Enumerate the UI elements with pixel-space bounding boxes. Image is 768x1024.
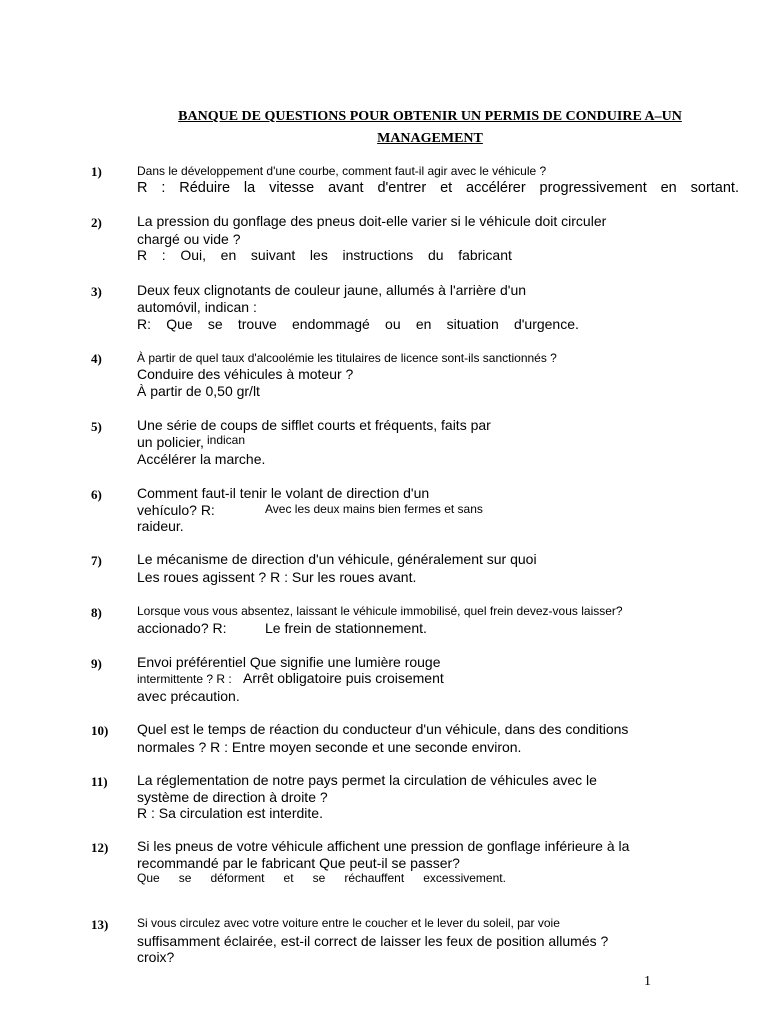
question-text: Une série de coups de sifflet courts et fréquents, faits par [137, 417, 491, 433]
word: les [309, 247, 328, 263]
word: déforment [210, 871, 265, 885]
question-number: 2) [91, 215, 102, 230]
question-text: Envoi préférentiel Que signifie une lumière rouge [137, 654, 441, 670]
question-text: système de direction à droite ? [137, 789, 328, 805]
word: se [178, 871, 192, 885]
answer-text [137, 247, 512, 264]
question-text: suffisamment éclairée, est-il correct de laisser les feux de position allumés ? [137, 933, 609, 949]
question-number: 11) [91, 774, 108, 789]
question-number: 7) [91, 553, 102, 568]
question-number: 5) [91, 419, 102, 434]
answer-text: Avec les deux mains bien fermes et sans [265, 502, 483, 516]
word: : [161, 180, 166, 196]
question-text-fragment: indican [207, 433, 246, 447]
question-number: 4) [91, 351, 102, 366]
word: Oui, [180, 247, 207, 263]
question-number: 3) [91, 284, 102, 299]
question-number: 8) [91, 605, 102, 620]
word: la [243, 180, 256, 196]
question-text: vehículo? R: [137, 502, 215, 518]
question-number: 9) [91, 656, 102, 671]
answer-text: À partir de 0,50 gr/lt [137, 383, 260, 399]
document-title-line-1: BANQUE DE QUESTIONS POUR OBTENIR UN PERMIS DE CONDUIRE A–UN [178, 109, 682, 124]
question-text: un policier, [137, 434, 204, 450]
word: situation [446, 316, 499, 332]
question-text: Quel est le temps de réaction du conducteur d'un véhicule, dans des conditions [137, 721, 629, 737]
word: Que [137, 871, 160, 885]
answer-text [137, 316, 579, 333]
question-text: La pression du gonflage des pneus doit-elle varier si le véhicule doit circuler [137, 213, 607, 229]
answer-text: R : Sa circulation est interdite. [137, 805, 323, 821]
word: du [427, 247, 444, 263]
question-number: 10) [91, 723, 109, 738]
question-text: recommandé par le fabricant Que peut-il se passer? [137, 855, 460, 871]
answer-text: avec précaution. [137, 688, 240, 704]
question-text: À partir de quel taux d'alcoolémie les titulaires de licence sont-ils sanctionnés ? [137, 351, 557, 365]
question-text: La réglementation de notre pays permet la circulation de véhicules avec le [137, 772, 597, 788]
question-text: Conduire des véhicules à moteur ? [137, 366, 354, 382]
word: en [660, 180, 677, 196]
question-text: accionado? R: [137, 620, 227, 636]
word: en [220, 247, 237, 263]
question-number: 1) [91, 164, 102, 179]
answer-text: normales ? R : Entre moyen seconde et une seconde environ. [137, 739, 522, 755]
answer-text [137, 870, 506, 887]
word: d'urgence. [513, 316, 579, 332]
word: se [312, 871, 326, 885]
question-text: Le mécanisme de direction d'un véhicule, généralement sur quoi [137, 551, 537, 567]
word: accélérer [466, 180, 526, 196]
word: réchauffent [344, 871, 405, 885]
word: fabricant [458, 247, 512, 263]
answer-text: Les roues agissent ? R : Sur les roues avant. [137, 569, 417, 585]
answer-text [137, 180, 739, 197]
word: Réduire [179, 180, 231, 196]
question-text: Si les pneus de votre véhicule affichent une pression de gonflage inférieure à la [137, 838, 630, 854]
word: ou [385, 316, 401, 332]
page-number: 1 [644, 974, 651, 989]
word: et [283, 871, 294, 885]
word: Que [166, 316, 193, 332]
word: d'entrer [377, 180, 427, 196]
question-number: 12) [91, 840, 109, 855]
word: instructions [342, 247, 414, 263]
question-number: 13) [91, 917, 109, 932]
question-number: 6) [91, 487, 102, 502]
answer-text: raideur. [137, 518, 184, 534]
word: progressivement [539, 180, 647, 196]
question-text: Deux feux clignotants de couleur jaune, allumés à l'arrière d'un [137, 282, 527, 298]
word: endommagé [292, 316, 370, 332]
question-text: Lorsque vous vous absentez, laissant le véhicule immobilisé, quel frein devez-vous laisser? [137, 604, 623, 618]
word: vitesse [269, 180, 315, 196]
question-text: croix? [137, 949, 175, 965]
document-title-line-2: MANAGEMENT [377, 131, 483, 146]
word: avant [328, 180, 364, 196]
word: se [207, 316, 223, 332]
answer-text: Arrêt obligatoire puis croisement [243, 670, 444, 686]
word: et [440, 180, 453, 196]
word: R [137, 247, 148, 263]
question-text: Si vous circulez avec votre voiture entre le coucher et le lever du soleil, par voie [137, 916, 560, 930]
word: R [137, 180, 148, 196]
word: sortant. [690, 180, 739, 196]
question-text: Comment faut-il tenir le volant de direction d'un [137, 485, 430, 501]
question-text: chargé ou vide ? [137, 231, 241, 247]
word: : [161, 247, 166, 263]
question-text: Dans le développement d'une courbe, comment faut-il agir avec le véhicule ? [137, 164, 547, 178]
question-text: intermittente ? R : [137, 672, 232, 686]
answer-text: Le frein de stationnement. [265, 620, 427, 636]
word: R: [137, 316, 151, 332]
word: trouve [237, 316, 277, 332]
word: excessivement. [423, 871, 506, 885]
question-text: automóvil, indican : [137, 299, 257, 315]
word: suivant [250, 247, 296, 263]
answer-text: Accélérer la marche. [137, 451, 266, 467]
word: en [415, 316, 432, 332]
